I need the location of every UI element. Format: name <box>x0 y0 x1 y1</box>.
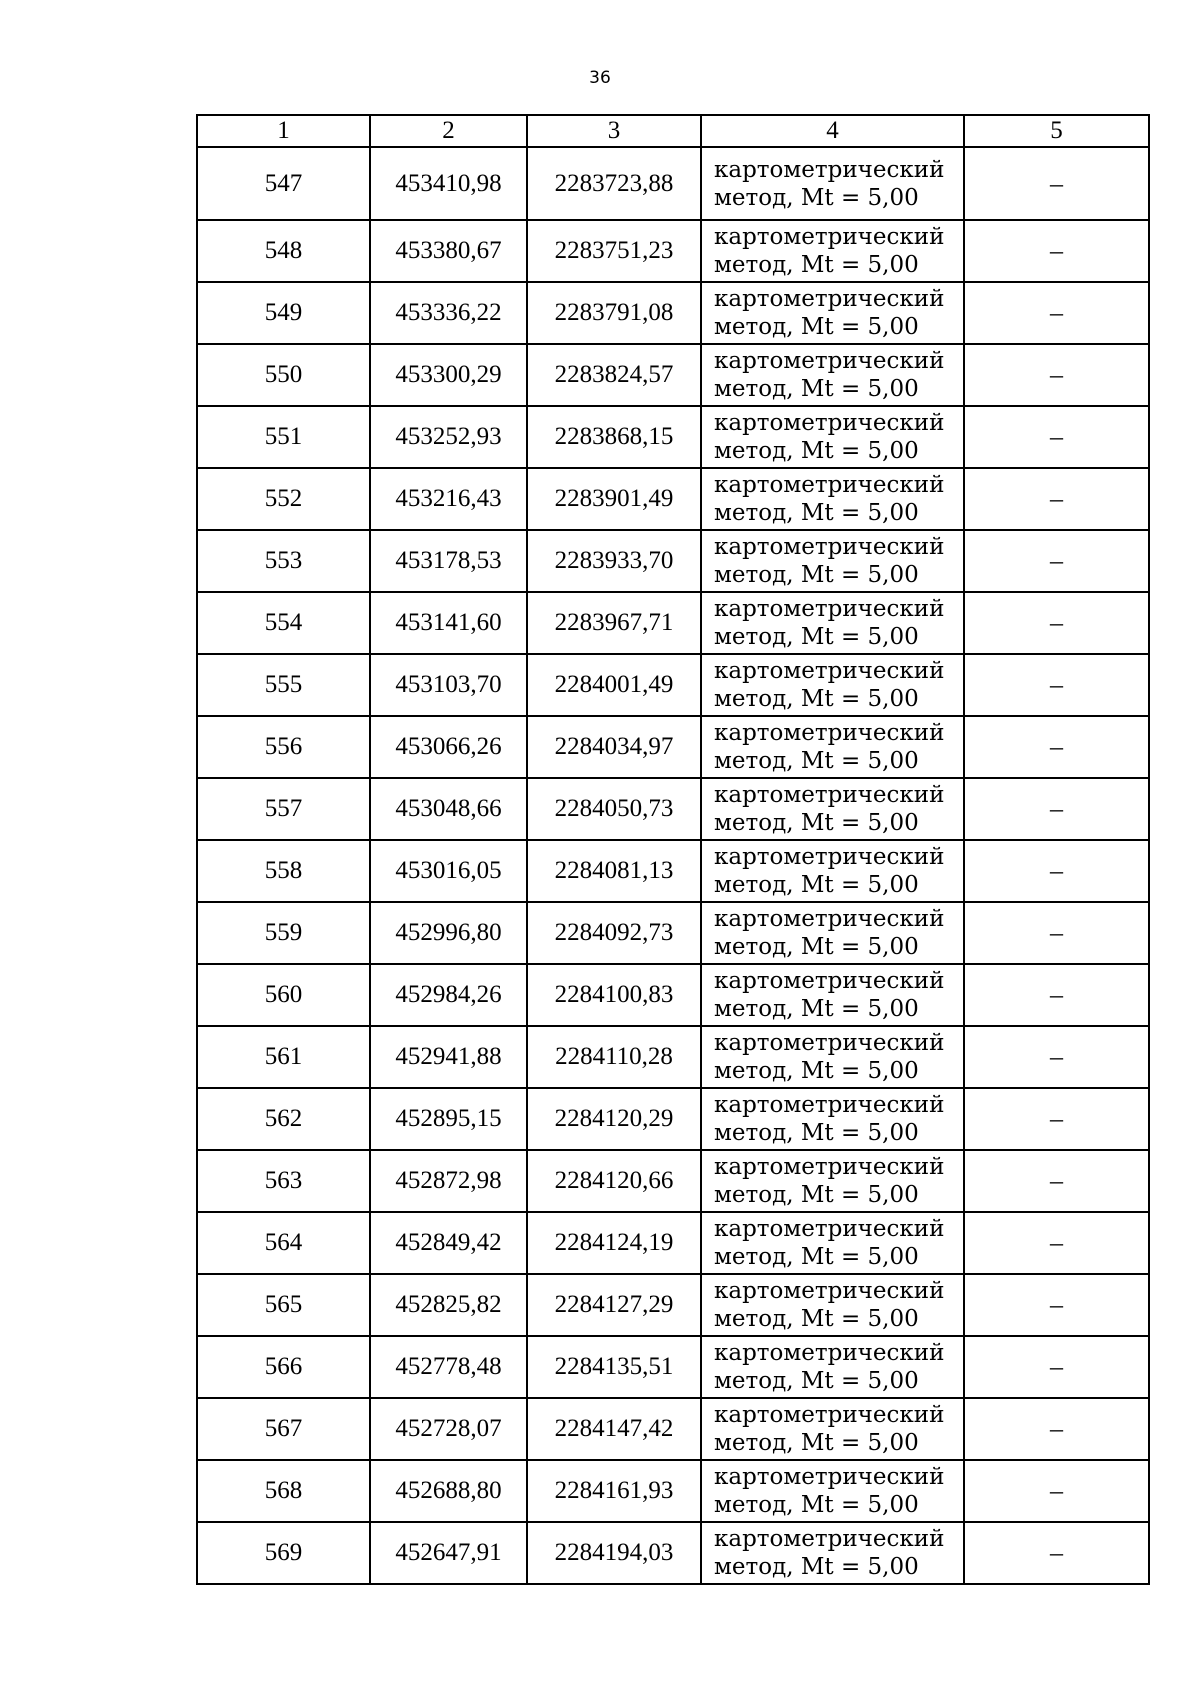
note-cell: – <box>964 282 1149 344</box>
point-number-cell: 563 <box>197 1150 370 1212</box>
method-line-1: картометрический <box>714 1464 945 1490</box>
method-line-1: картометрический <box>714 844 945 870</box>
table-row <box>197 530 1149 592</box>
x-coordinate-cell: 453178,53 <box>370 530 527 592</box>
method-cell <box>701 468 964 530</box>
point-number-cell: 561 <box>197 1026 370 1088</box>
table-row <box>197 592 1149 654</box>
method-line-2: метод, Mt = 5,00 <box>714 1306 919 1332</box>
note-cell: – <box>964 468 1149 530</box>
method-line-1: картометрический <box>714 1216 945 1242</box>
x-coordinate-cell: 452996,80 <box>370 902 527 964</box>
point-number-cell: 552 <box>197 468 370 530</box>
method-cell <box>701 282 964 344</box>
method-cell <box>701 716 964 778</box>
method-cell <box>701 530 964 592</box>
y-coordinate-cell: 2284120,66 <box>527 1150 701 1212</box>
method-line-2: метод, Mt = 5,00 <box>714 748 919 774</box>
header-col-5: 5 <box>964 115 1149 147</box>
table-row <box>197 716 1149 778</box>
table-row <box>197 654 1149 716</box>
table-row <box>197 282 1149 344</box>
method-line-2: метод, Mt = 5,00 <box>714 810 919 836</box>
method-line-2: метод, Mt = 5,00 <box>714 1492 919 1518</box>
note-cell: – <box>964 1336 1149 1398</box>
x-coordinate-cell: 452778,48 <box>370 1336 527 1398</box>
method-cell <box>701 592 964 654</box>
method-line-1: картометрический <box>714 782 945 808</box>
y-coordinate-cell: 2284050,73 <box>527 778 701 840</box>
method-line-1: картометрический <box>714 1092 945 1118</box>
note-cell: – <box>964 406 1149 468</box>
method-line-2: метод, Mt = 5,00 <box>714 624 919 650</box>
x-coordinate-cell: 452849,42 <box>370 1212 527 1274</box>
method-cell <box>701 778 964 840</box>
note-cell: – <box>964 964 1149 1026</box>
table-row <box>197 1088 1149 1150</box>
method-cell <box>701 902 964 964</box>
header-col-4: 4 <box>701 115 964 147</box>
table-row <box>197 406 1149 468</box>
table-row <box>197 840 1149 902</box>
note-cell: – <box>964 902 1149 964</box>
y-coordinate-cell: 2283933,70 <box>527 530 701 592</box>
method-cell <box>701 220 964 282</box>
method-line-1: картометрический <box>714 968 945 994</box>
point-number-cell: 549 <box>197 282 370 344</box>
point-number-cell: 568 <box>197 1460 370 1522</box>
table-row <box>197 902 1149 964</box>
y-coordinate-cell: 2284124,19 <box>527 1212 701 1274</box>
method-line-1: картометрический <box>714 410 945 436</box>
method-line-1: картометрический <box>714 658 945 684</box>
method-line-2: метод, Mt = 5,00 <box>714 252 919 278</box>
method-line-1: картометрический <box>714 472 945 498</box>
method-line-1: картометрический <box>714 156 945 183</box>
x-coordinate-cell: 453066,26 <box>370 716 527 778</box>
y-coordinate-cell: 2283751,23 <box>527 220 701 282</box>
method-line-2: метод, Mt = 5,00 <box>714 1368 919 1394</box>
method-line-1: картометрический <box>714 1402 945 1428</box>
note-cell: – <box>964 1150 1149 1212</box>
y-coordinate-cell: 2284147,42 <box>527 1398 701 1460</box>
table-row <box>197 468 1149 530</box>
method-line-2: метод, Mt = 5,00 <box>714 184 919 211</box>
point-number-cell: 565 <box>197 1274 370 1336</box>
table-row <box>197 1522 1149 1584</box>
method-line-2: метод, Mt = 5,00 <box>714 1244 919 1270</box>
method-cell <box>701 1026 964 1088</box>
note-cell: – <box>964 1026 1149 1088</box>
point-number-cell: 559 <box>197 902 370 964</box>
method-line-1: картометрический <box>714 720 945 746</box>
table-header <box>197 115 1149 147</box>
x-coordinate-cell: 452728,07 <box>370 1398 527 1460</box>
method-line-2: метод, Mt = 5,00 <box>714 376 919 402</box>
table-body <box>197 147 1149 1584</box>
y-coordinate-cell: 2284120,29 <box>527 1088 701 1150</box>
method-line-2: метод, Mt = 5,00 <box>714 1182 919 1208</box>
y-coordinate-cell: 2284092,73 <box>527 902 701 964</box>
x-coordinate-cell: 452872,98 <box>370 1150 527 1212</box>
table-row <box>197 220 1149 282</box>
header-col-3: 3 <box>527 115 701 147</box>
method-line-1: картометрический <box>714 906 945 932</box>
y-coordinate-cell: 2283791,08 <box>527 282 701 344</box>
method-line-2: метод, Mt = 5,00 <box>714 1554 919 1580</box>
method-line-1: картометрический <box>714 286 945 312</box>
method-line-1: картометрический <box>714 224 945 250</box>
x-coordinate-cell: 453300,29 <box>370 344 527 406</box>
method-cell <box>701 840 964 902</box>
table-row <box>197 1212 1149 1274</box>
y-coordinate-cell: 2283868,15 <box>527 406 701 468</box>
note-cell: – <box>964 778 1149 840</box>
point-number-cell: 564 <box>197 1212 370 1274</box>
note-cell: – <box>964 220 1149 282</box>
x-coordinate-cell: 453216,43 <box>370 468 527 530</box>
x-coordinate-cell: 453048,66 <box>370 778 527 840</box>
y-coordinate-cell: 2284001,49 <box>527 654 701 716</box>
method-cell <box>701 406 964 468</box>
y-coordinate-cell: 2283824,57 <box>527 344 701 406</box>
x-coordinate-cell: 452688,80 <box>370 1460 527 1522</box>
method-line-2: метод, Mt = 5,00 <box>714 500 919 526</box>
method-line-2: метод, Mt = 5,00 <box>714 438 919 464</box>
note-cell: – <box>964 592 1149 654</box>
point-number-cell: 554 <box>197 592 370 654</box>
method-line-1: картометрический <box>714 348 945 374</box>
method-line-2: метод, Mt = 5,00 <box>714 562 919 588</box>
point-number-cell: 547 <box>197 147 370 220</box>
method-line-2: метод, Mt = 5,00 <box>714 314 919 340</box>
point-number-cell: 566 <box>197 1336 370 1398</box>
x-coordinate-cell: 453410,98 <box>370 147 527 220</box>
x-coordinate-cell: 453103,70 <box>370 654 527 716</box>
note-cell: – <box>964 344 1149 406</box>
x-coordinate-cell: 452825,82 <box>370 1274 527 1336</box>
table-row <box>197 1026 1149 1088</box>
note-cell: – <box>964 840 1149 902</box>
note-cell: – <box>964 1522 1149 1584</box>
y-coordinate-cell: 2284110,28 <box>527 1026 701 1088</box>
table-row <box>197 1336 1149 1398</box>
y-coordinate-cell: 2284135,51 <box>527 1336 701 1398</box>
point-number-cell: 548 <box>197 220 370 282</box>
method-line-1: картометрический <box>714 1340 945 1366</box>
header-row <box>197 115 1149 147</box>
note-cell: – <box>964 147 1149 220</box>
method-line-2: метод, Mt = 5,00 <box>714 686 919 712</box>
method-line-1: картометрический <box>714 596 945 622</box>
method-line-1: картометрический <box>714 1526 945 1552</box>
x-coordinate-cell: 452941,88 <box>370 1026 527 1088</box>
page-number: 36 <box>589 68 611 88</box>
method-cell <box>701 1150 964 1212</box>
table-row <box>197 344 1149 406</box>
x-coordinate-cell: 453252,93 <box>370 406 527 468</box>
x-coordinate-cell: 453016,05 <box>370 840 527 902</box>
y-coordinate-cell: 2284100,83 <box>527 964 701 1026</box>
table-row <box>197 147 1149 220</box>
method-line-1: картометрический <box>714 534 945 560</box>
point-number-cell: 569 <box>197 1522 370 1584</box>
y-coordinate-cell: 2284081,13 <box>527 840 701 902</box>
method-line-1: картометрический <box>714 1154 945 1180</box>
note-cell: – <box>964 1088 1149 1150</box>
y-coordinate-cell: 2283901,49 <box>527 468 701 530</box>
method-cell <box>701 1460 964 1522</box>
method-cell <box>701 344 964 406</box>
method-line-2: метод, Mt = 5,00 <box>714 872 919 898</box>
y-coordinate-cell: 2284034,97 <box>527 716 701 778</box>
point-number-cell: 556 <box>197 716 370 778</box>
point-number-cell: 562 <box>197 1088 370 1150</box>
table-row <box>197 1398 1149 1460</box>
method-line-2: метод, Mt = 5,00 <box>714 996 919 1022</box>
note-cell: – <box>964 716 1149 778</box>
table-row <box>197 1274 1149 1336</box>
method-cell <box>701 1522 964 1584</box>
method-cell <box>701 1336 964 1398</box>
note-cell: – <box>964 1460 1149 1522</box>
y-coordinate-cell: 2283967,71 <box>527 592 701 654</box>
point-number-cell: 567 <box>197 1398 370 1460</box>
method-line-2: метод, Mt = 5,00 <box>714 1058 919 1084</box>
x-coordinate-cell: 452984,26 <box>370 964 527 1026</box>
header-col-2: 2 <box>370 115 527 147</box>
header-col-1: 1 <box>197 115 370 147</box>
method-cell <box>701 1398 964 1460</box>
point-number-cell: 560 <box>197 964 370 1026</box>
table-row <box>197 964 1149 1026</box>
method-line-1: картометрический <box>714 1278 945 1304</box>
method-cell <box>701 654 964 716</box>
y-coordinate-cell: 2284161,93 <box>527 1460 701 1522</box>
x-coordinate-cell: 452895,15 <box>370 1088 527 1150</box>
method-line-1: картометрический <box>714 1030 945 1056</box>
table-row <box>197 778 1149 840</box>
table-row <box>197 1460 1149 1522</box>
note-cell: – <box>964 1212 1149 1274</box>
point-number-cell: 555 <box>197 654 370 716</box>
table-row <box>197 1150 1149 1212</box>
method-cell <box>701 1274 964 1336</box>
method-cell <box>701 1212 964 1274</box>
note-cell: – <box>964 530 1149 592</box>
point-number-cell: 558 <box>197 840 370 902</box>
x-coordinate-cell: 453336,22 <box>370 282 527 344</box>
point-number-cell: 551 <box>197 406 370 468</box>
method-cell <box>701 964 964 1026</box>
method-cell <box>701 1088 964 1150</box>
note-cell: – <box>964 654 1149 716</box>
x-coordinate-cell: 453141,60 <box>370 592 527 654</box>
method-line-2: метод, Mt = 5,00 <box>714 1430 919 1456</box>
method-line-2: метод, Mt = 5,00 <box>714 1120 919 1146</box>
method-cell <box>701 147 964 220</box>
y-coordinate-cell: 2284194,03 <box>527 1522 701 1584</box>
note-cell: – <box>964 1274 1149 1336</box>
x-coordinate-cell: 452647,91 <box>370 1522 527 1584</box>
y-coordinate-cell: 2283723,88 <box>527 147 701 220</box>
note-cell: – <box>964 1398 1149 1460</box>
method-line-2: метод, Mt = 5,00 <box>714 934 919 960</box>
point-number-cell: 550 <box>197 344 370 406</box>
y-coordinate-cell: 2284127,29 <box>527 1274 701 1336</box>
coordinates-table <box>196 114 1150 1585</box>
point-number-cell: 557 <box>197 778 370 840</box>
x-coordinate-cell: 453380,67 <box>370 220 527 282</box>
point-number-cell: 553 <box>197 530 370 592</box>
